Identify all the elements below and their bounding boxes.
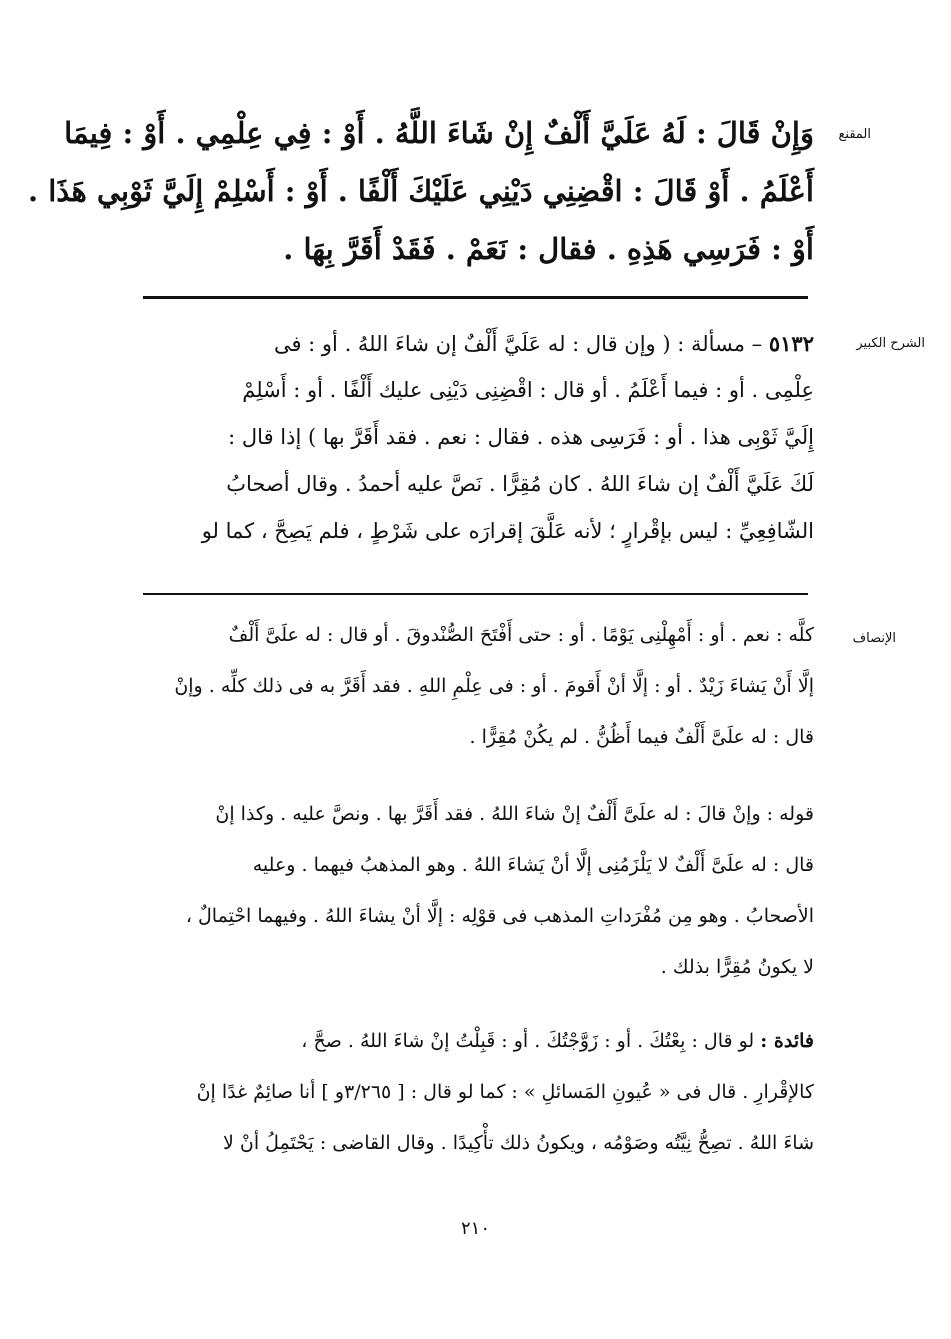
sharh-text-block bbox=[134, 320, 814, 555]
sharh-first-line bbox=[134, 320, 814, 367]
mughni-line: وَإِنْ قَالَ : لَهُ عَلَيَّ أَلْفٌ إِنْ شَاءَ اللَّهُ . أَوْ : فِي عِلْمِي . أَوْ : فِيمَا bbox=[64, 116, 814, 150]
insaf-line: قوله : وإنْ قالَ : له علَىَّ أَلْفٌ إنْ شاءَ اللهُ . فقد أَقَرَّ بها . ونصَّ عليه . وكذا إنْ bbox=[215, 803, 814, 825]
insaf-line: قال : له علَىَّ أَلْفٌ لا يَلْزَمُنِى إلَّا أنْ يَشاءَ اللهُ . وهو المذهبُ فيهما . وعليه bbox=[252, 854, 814, 876]
section-divider bbox=[143, 593, 808, 595]
mughni-line: أَوْ : فَرَسِي هَذِهِ . فقال : نَعَمْ . فَقَدْ أَقَرَّ بِهَا . bbox=[283, 232, 814, 266]
insaf-line: لا يكونُ مُقِرًّا بذلك . bbox=[660, 956, 814, 978]
insaf-line: كلَّه : نعم . أو : أَمْهِلْنِى يَوْمًا . أو : حتى أَفْتَحَ الصُّنْدوقَ . أو قال : له علَىَّ أَلْفٌ bbox=[228, 624, 814, 646]
insaf-paragraph-1 bbox=[134, 610, 814, 763]
section-label-sharh: الشرح الكبير bbox=[856, 336, 925, 351]
issue-number: ٥١٣٢ bbox=[768, 331, 814, 356]
insaf-line: إلَّا أَنْ يَشاءَ زَيْدٌ . أو : إلَّا أنْ أَقومَ . أو : فى عِلْمِ اللهِ . فقد أَقَرَّ به فى ذلك كلِّه . وإنْ bbox=[174, 675, 814, 697]
insaf-line: شاءَ اللهُ . تصِحُّ نِيَّتُه وصَوْمُه ، ويكونُ ذلك تأْكِيدًا . وقال القاضى : يَحْتَمِلُ أنْ لا bbox=[222, 1132, 814, 1154]
page-number: ٢١٠ bbox=[460, 1218, 490, 1239]
mughni-line: أَعْلَمُ . أَوْ قَالَ : اقْضِنِي دَيْنِي عَلَيْكَ أَلْفًا . أَوْ : أَسْلِمْ إِلَيَّ ثَوْبِي هَذَا . bbox=[28, 174, 814, 208]
mughni-text-block bbox=[28, 104, 814, 278]
insaf-line: قال : له علَىَّ أَلْفٌ فيما أَظُنُّ . لم يكُنْ مُقِرًّا . bbox=[469, 726, 814, 748]
sharh-line: الشّافِعِيِّ : ليس بإقْرارٍ ؛ لأنه عَلَّقَ إقرارَه على شَرْطٍ ، فلم يَصِحَّ ، كما لو bbox=[201, 519, 814, 543]
sharh-line: إِلَيَّ ثَوْبِى هذا . أو : فَرَسِى هذه . فقال : نعم . فقد أَقَرَّ بها ) إذا قال : bbox=[228, 425, 814, 449]
insaf-line: كالإقْرارِ . قال فى « عُيونِ المَسائلِ » : كما لو قال : [ ٣/٢٦٥و ] أنا صائِمٌ غدًا إنْ bbox=[196, 1081, 814, 1103]
insaf-line-text: لو قال : بِعْتُكَ . أو : زَوَّجْتُكَ . أو : قَبِلْتُ إنْ شاءَ اللهُ . صحَّ ، bbox=[301, 1030, 755, 1052]
section-label-insaf: الإنصاف bbox=[852, 631, 896, 646]
sharh-line: عِلْمِى . أو : فيما أَعْلَمُ . أو قال : اقْضِنِى دَيْنِى عليك أَلْفًا . أو : أَسْلِمْ bbox=[242, 378, 814, 402]
section-divider bbox=[143, 296, 808, 299]
sharh-line-text: – مسألة : ( وإن قال : له عَلَيَّ أَلْفٌ إن شاءَ اللهُ . أو : فى bbox=[273, 332, 763, 356]
insaf-line bbox=[134, 1016, 814, 1067]
insaf-line: الأصحابُ . وهو مِن مُفْرَداتِ المذهب فى قوْلِه : إلَّا أنْ يشاءَ اللهُ . وفيهما احْتِمالٌ ، bbox=[185, 905, 814, 927]
sharh-line: لَكَ عَلَيَّ أَلْفٌ إن شاءَ اللهُ . كان مُقِرًّا . نَصَّ عليه أحمدُ . وقال أصحابُ bbox=[226, 472, 814, 496]
insaf-paragraph-2 bbox=[134, 789, 814, 993]
insaf-paragraph-3 bbox=[134, 1016, 814, 1169]
section-label-mughni: المقنع bbox=[838, 127, 871, 142]
fa-ida-label: فائدة : bbox=[760, 1030, 814, 1052]
